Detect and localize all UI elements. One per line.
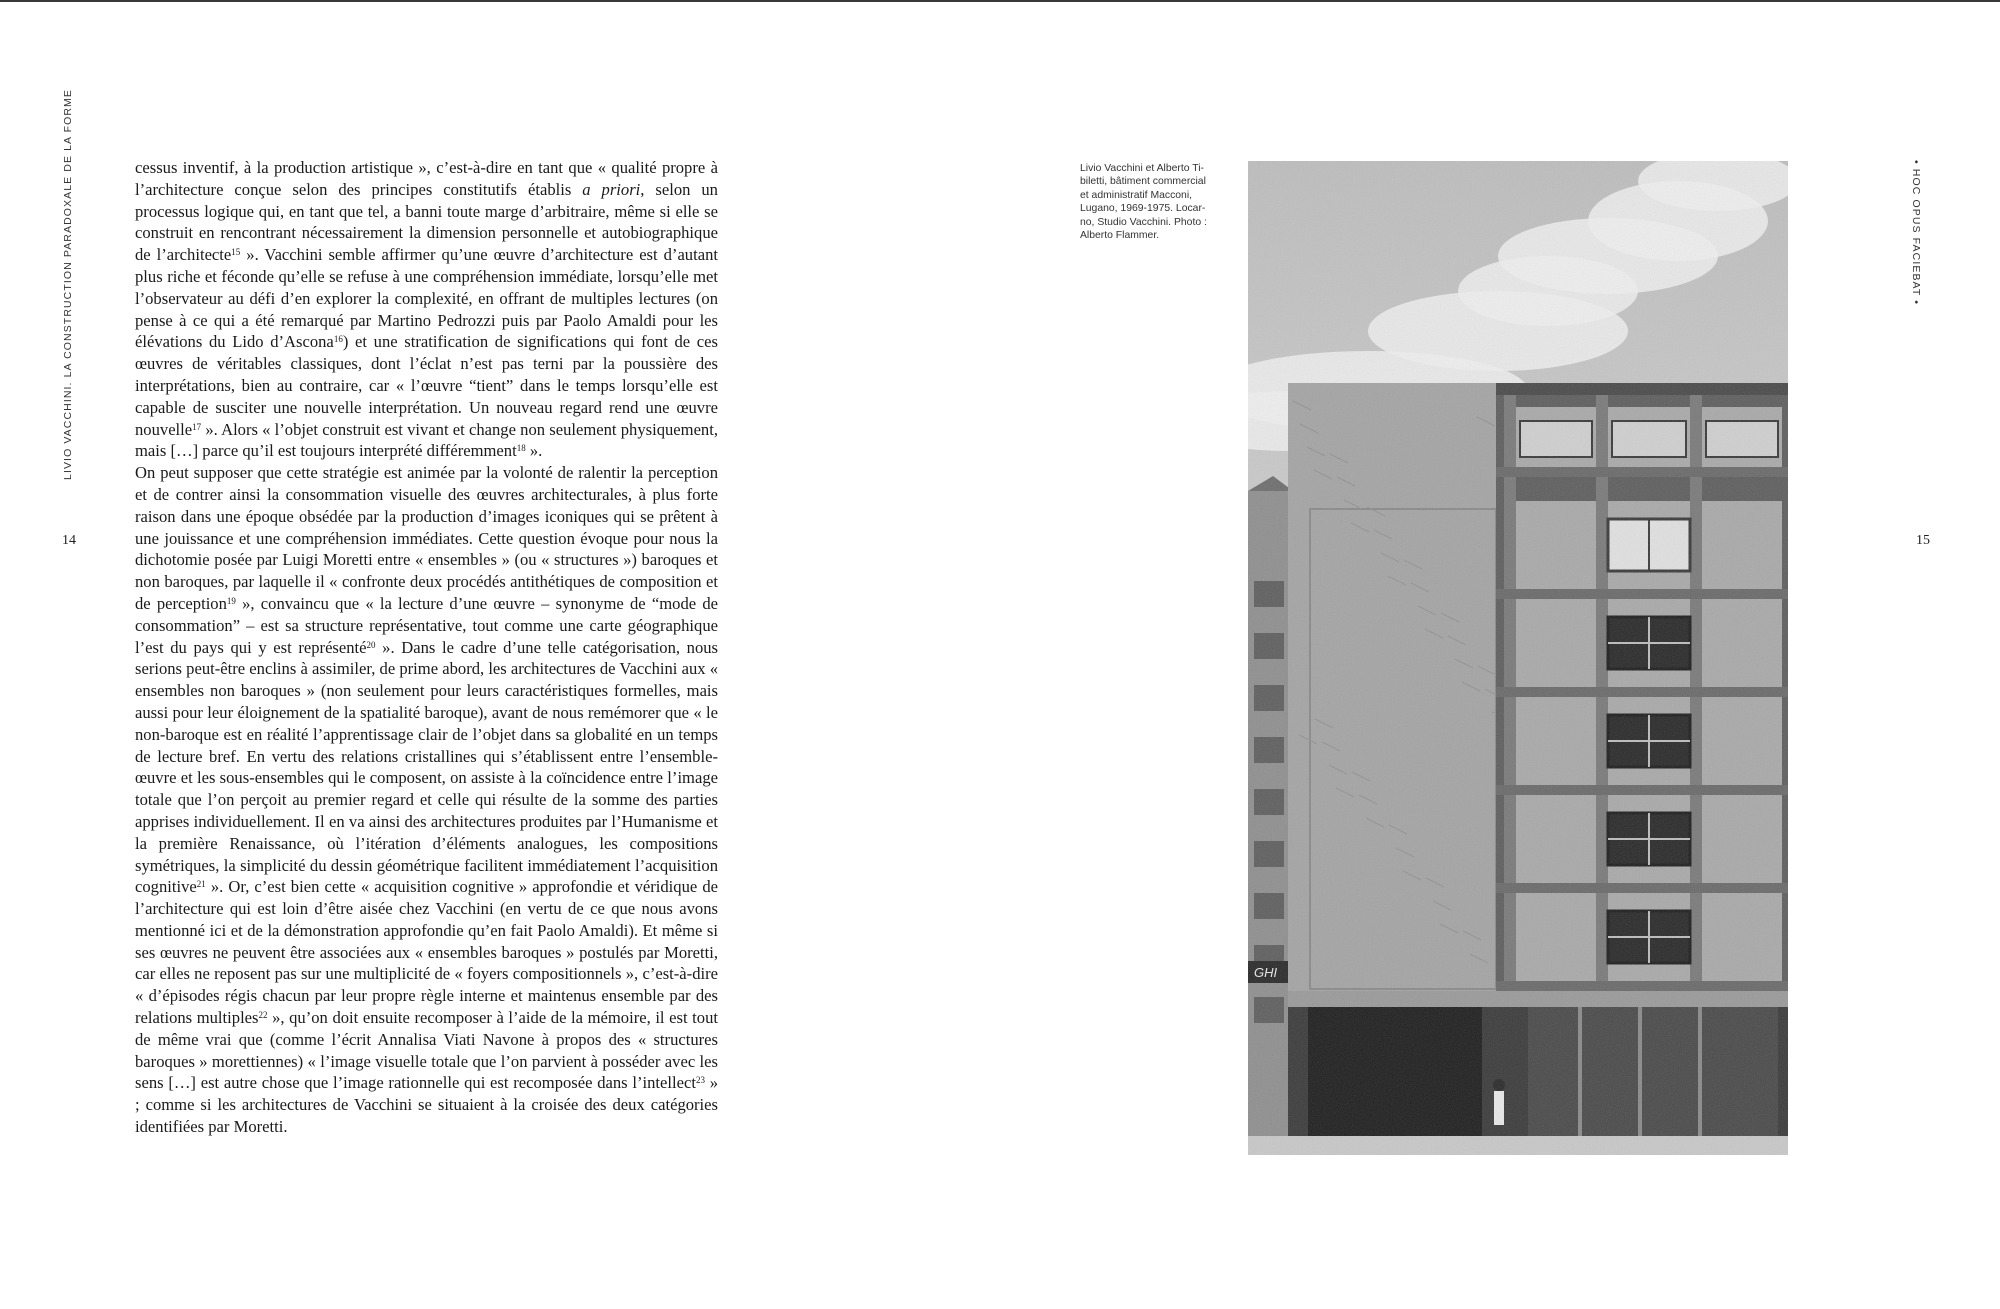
text-run: ». Vacchini semble affirmer qu’une œuvre d’architecture est d’autant plus riche et féconde qu’elle se refuse à une compréhension immédiate, lorsqu’elle met l’observateur au défi d’en explorer la complexité, en offrant de multiples lectures (on pense à ce qui a été remarqué par Martino Pedrozzi puis par Paolo Amaldi pour les élévations du Lido d’Ascona [135,245,718,352]
caption-line: Livio Vacchini et Alberto Ti- [1080,163,1204,174]
footnote-ref: 22 [258,1010,268,1021]
text-run: ) et une stratification de significations qui font de ces œuvres de véritables classiques, dont l’éclat n’est pas terni par la poussière des interprétations, bien au contraire, car « l’œuvre “tient” dans le temps lorsqu’elle est capable de susciter une nouvelle interprétation. Un nouveau regard rend une œuvre nouvelle [135,332,719,439]
footnote-ref: 18 [516,443,526,454]
caption-line: Lugano, 1969-1975. Locar- [1080,203,1206,215]
italic-term: a priori [582,179,641,199]
paragraph-1 [135,157,718,462]
text-run: cessus inventif, à la production artistique », c’est-à-dire en tant que « qualité propre à l’architecture conçue selon des principes constitutifs établis [135,158,718,199]
page-number-left: 14 [62,533,76,548]
footnote-ref: 23 [695,1075,705,1086]
footnote-ref: 21 [196,879,206,890]
photo-caption [1080,162,1220,242]
running-head-left-text: LIVIO VACCHINI. LA CONSTRUCTION PARADOXALE DE LA FORME [62,89,74,480]
caption-line: et administratif Macconi, [1080,189,1193,201]
text-run: », qu’on doit ensuite recomposer à l’aide de la mémoire, il est tout de même vrai que (comme l’écrit Annalisa Viati Navone à propos des « structures baroques » morettiennes) « l’image visuelle totale que l’on parvient à posséder avec les sens […] est autre chose que l’image rationnelle qui est recomposée dans l’intellect [135,1008,718,1093]
building-photograph [1248,161,1788,1155]
footnote-ref: 20 [366,639,376,650]
footnote-ref: 16 [333,334,343,345]
text-run: ». Dans le cadre d’une telle catégorisation, nous serions peut-être enclins à assimiler, de prime abord, les architectures de Vacchini aux « ensembles non baroques » (non seulement pour leurs caractéristiques formelles, mais aussi pour leur éloignement de la spatialité baroque), avant de nous remémorer que « le non-baroque est en réalité l’apprentissage clair de l’objet dans sa globalité en un temps de lecture bref. En vertu des relations cristallines qui s’établissent entre l’ensemble-œuvre et les sous-ensembles qui le composent, on assiste à la coïncidence entre l’image totale que l’on perçoit au premier regard et celle qui résulte de la somme des parties apprises individuellement. Il en va ainsi des architectures produites par l’Humanisme et la première Renaissance, où l’itération d’éléments analogues, les compositions symétriques, la simplicité du dessin géométrique facilitent immédiatement l’acquisition cognitive [135,637,719,897]
text-run: ». Or, c’est bien cette « acquisition cognitive » approfondie et véridique de l’architecture qui est loin d’être aisée chez Vacchini (en vertu de ce que nous avons mentionné ici et de la démonstration approfondie qu’en fait Paolo Amaldi). Et même si ses œuvres ne peuvent être associées aux « ensembles baroques » postulés par Moretti, car elles ne reposent pas sur une multiplicité de « foyers compositionnels », c’est-à-dire « d’épisodes régis chacun par leur propre règle interne et maintenus ensemble par des relations multiples [135,877,718,1028]
footnote-ref: 15 [231,247,241,258]
text-run: ». Alors « l’objet construit est vivant et change non seulement physiquement, mais […] parce qu’il est toujours interprété différemment [135,419,718,461]
building-facade-illustration [1248,161,1788,1155]
text-run: ». [525,441,543,461]
footnote-ref: 19 [226,595,236,606]
running-head-right-text: • HOC OPUS FACIEBAT • [1910,160,1922,306]
body-text [135,157,718,1138]
footnote-ref: 17 [192,421,202,432]
caption-line: Alberto Flammer. [1080,230,1160,242]
page-number-right: 15 [1916,533,1930,548]
caption-line: biletti, bâtiment commercial [1080,176,1206,188]
text-run: On peut supposer que cette stratégie est animée par la volonté de ralentir la perception et de contrer ainsi la consommation visuelle des œuvres architecturales, à plus forte raison dans une époque obsédée par la production d’images iconiques qui se prêtent à une jouissance et une compréhension immédiates. Cette question évoque pour nous la dichotomie posée par Luigi Moretti entre « ensembles » (ou « structures ») baroques et non baroques, par laquelle il « confronte deux procédés antithétiques de composition et de perception [135,463,718,613]
text-run: » ; comme si les architectures de Vacchini se situaient à la croisée des deux catégories identifiées par Moretti. [135,1073,718,1137]
photo-grain [1248,161,1788,1155]
text-run: , selon un processus logique qui, en tant que tel, a banni toute marge d’arbitraire, même si elle se construit en rencontrant nécessairement la dimension personnelle et autobiographique de l’architecte [135,179,718,265]
paragraph-2 [135,462,718,1138]
top-rule [0,0,2000,2]
text-run: », convaincu que « la lecture d’une œuvre – synonyme de “mode de consommation” – est sa structure représentative, tout comme une carte géographique l’est du pays qui y est représenté [135,593,718,657]
caption-line: no, Studio Vacchini. Photo : [1080,216,1207,228]
